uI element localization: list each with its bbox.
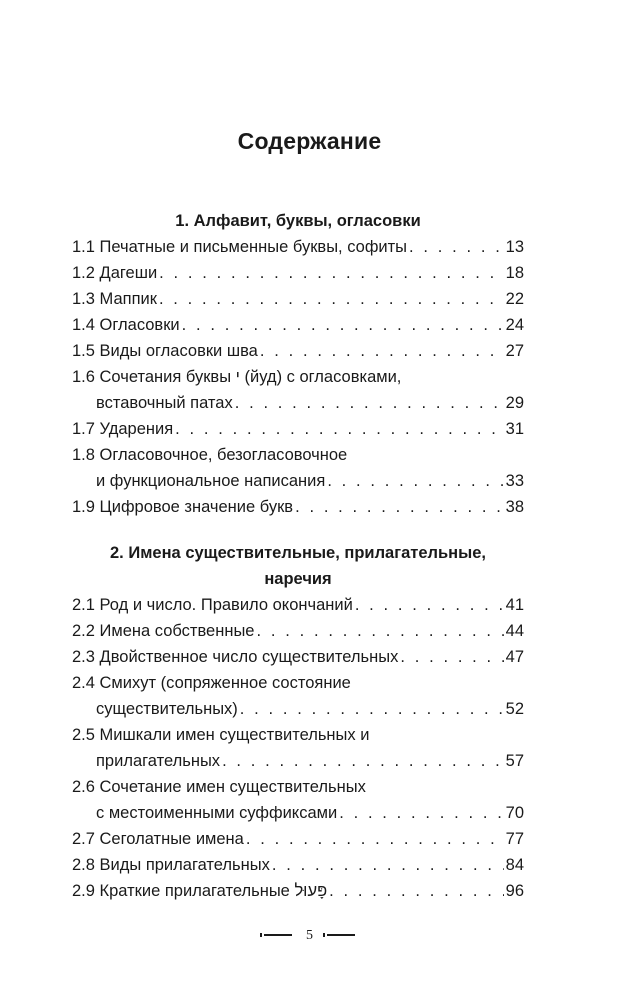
toc-entry-multiline[interactable] <box>72 774 524 826</box>
toc-entry-page: 57 <box>505 752 524 770</box>
toc-entry-title-line1: 1.6 Сочетания буквы י (йуд) с огласовками, <box>72 368 402 386</box>
footer-rule-right <box>327 934 355 936</box>
toc-entry-title: вставочный патах <box>96 394 233 412</box>
toc-entry-title-line1: 2.4 Смихут (сопряженное состояние <box>72 674 351 692</box>
toc-entry-multiline[interactable] <box>72 670 524 722</box>
toc-entry-page: 33 <box>505 472 524 490</box>
dot-leader <box>353 592 504 618</box>
toc-entry-title: 2.7 Сеголатные имена <box>72 830 244 848</box>
toc-entry[interactable] <box>72 338 524 364</box>
section-heading-line2: наречия <box>264 570 332 588</box>
toc-entry-title: 1.9 Цифровое значение букв <box>72 498 294 516</box>
table-of-contents <box>72 208 524 904</box>
toc-entry-title: 2.8 Виды прилагательных <box>72 856 270 874</box>
toc-entry[interactable] <box>72 286 524 312</box>
toc-entry-page: 44 <box>505 622 524 640</box>
dot-leader <box>327 878 504 904</box>
toc-entry-title: 1.2 Дагеши <box>72 264 158 282</box>
dot-leader <box>244 826 504 852</box>
toc-entry[interactable] <box>72 618 524 644</box>
page-number: 5 <box>306 928 313 943</box>
toc-entry-page: 18 <box>505 264 524 282</box>
dot-leader <box>398 644 503 670</box>
toc-entry-title: с местоименными суффиксами <box>96 804 338 822</box>
dot-leader <box>293 494 504 520</box>
toc-entry-title: 1.5 Виды огласовки шва <box>72 342 258 360</box>
dot-leader <box>270 852 504 878</box>
dot-leader <box>220 748 504 774</box>
toc-entry[interactable] <box>72 852 524 878</box>
toc-entry[interactable] <box>72 234 524 260</box>
dot-leader <box>325 468 503 494</box>
toc-entry-multiline[interactable] <box>72 364 524 416</box>
toc-entry-multiline[interactable] <box>72 442 524 494</box>
toc-entry-page: 41 <box>505 596 524 614</box>
toc-entry-title-line1: 1.8 Огласовочное, безогласовочное <box>72 446 348 464</box>
toc-entry-page: 27 <box>505 342 524 360</box>
toc-entry[interactable] <box>72 826 524 852</box>
toc-entry-page: 47 <box>505 648 524 666</box>
dot-leader <box>258 338 504 364</box>
toc-entry[interactable] <box>72 312 524 338</box>
dot-leader <box>407 234 504 260</box>
toc-entry-title: 2.3 Двойственное число существительных <box>72 648 399 666</box>
footer-rule-left <box>264 934 292 936</box>
toc-entry-title: и функциональное написания <box>96 472 326 490</box>
toc-entry-page: 96 <box>505 882 524 900</box>
toc-entry-title-line1: 2.5 Мишкали имен существительных и <box>72 726 370 744</box>
dot-leader <box>337 800 503 826</box>
page-title: Содержание <box>237 128 382 154</box>
dot-leader <box>180 312 504 338</box>
toc-entry[interactable] <box>72 416 524 442</box>
section-heading <box>72 540 524 592</box>
toc-entry-page: 29 <box>505 394 524 412</box>
dot-leader <box>254 618 503 644</box>
toc-entry-title: прилагательных <box>96 752 221 770</box>
toc-entry-page: 77 <box>505 830 524 848</box>
section-heading: 1. Алфавит, буквы, огласовки <box>175 212 421 230</box>
toc-entry-page: 24 <box>505 316 524 334</box>
toc-entry-page: 38 <box>505 498 524 516</box>
toc-entry[interactable] <box>72 260 524 286</box>
toc-entry-title: 2.1 Род и число. Правило окончаний <box>72 596 353 614</box>
toc-entry[interactable] <box>72 592 524 618</box>
toc-entry-title: 1.4 Огласовки <box>72 316 180 334</box>
page-footer <box>0 928 619 948</box>
toc-entry-title: 2.9 Краткие прилагательные פָּעוּל <box>72 882 328 900</box>
toc-entry-page: 70 <box>505 804 524 822</box>
toc-entry-page: 84 <box>505 856 524 874</box>
toc-entry-page: 22 <box>505 290 524 308</box>
toc-entry[interactable] <box>72 494 524 520</box>
toc-entry-multiline[interactable] <box>72 722 524 774</box>
toc-entry[interactable] <box>72 878 524 904</box>
toc-entry-title: 1.1 Печатные и письменные буквы, софиты <box>72 238 408 256</box>
dot-leader <box>238 696 504 722</box>
toc-entry-title: существительных) <box>96 700 238 718</box>
dot-leader <box>233 390 504 416</box>
dot-leader <box>173 416 504 442</box>
toc-entry-page: 52 <box>505 700 524 718</box>
section-heading-line1: 2. Имена существительные, прилагательные, <box>110 544 486 562</box>
toc-entry-title: 1.7 Ударения <box>72 420 174 438</box>
toc-entry-title: 2.2 Имена собственные <box>72 622 255 640</box>
toc-entry-page: 13 <box>505 238 524 256</box>
section-spacer <box>72 520 524 540</box>
toc-entry-title: 1.3 Маппик <box>72 290 157 308</box>
toc-entry-page: 31 <box>505 420 524 438</box>
toc-entry-title-line1: 2.6 Сочетание имен существительных <box>72 778 366 796</box>
dot-leader <box>157 260 503 286</box>
toc-entry[interactable] <box>72 644 524 670</box>
dot-leader <box>157 286 504 312</box>
